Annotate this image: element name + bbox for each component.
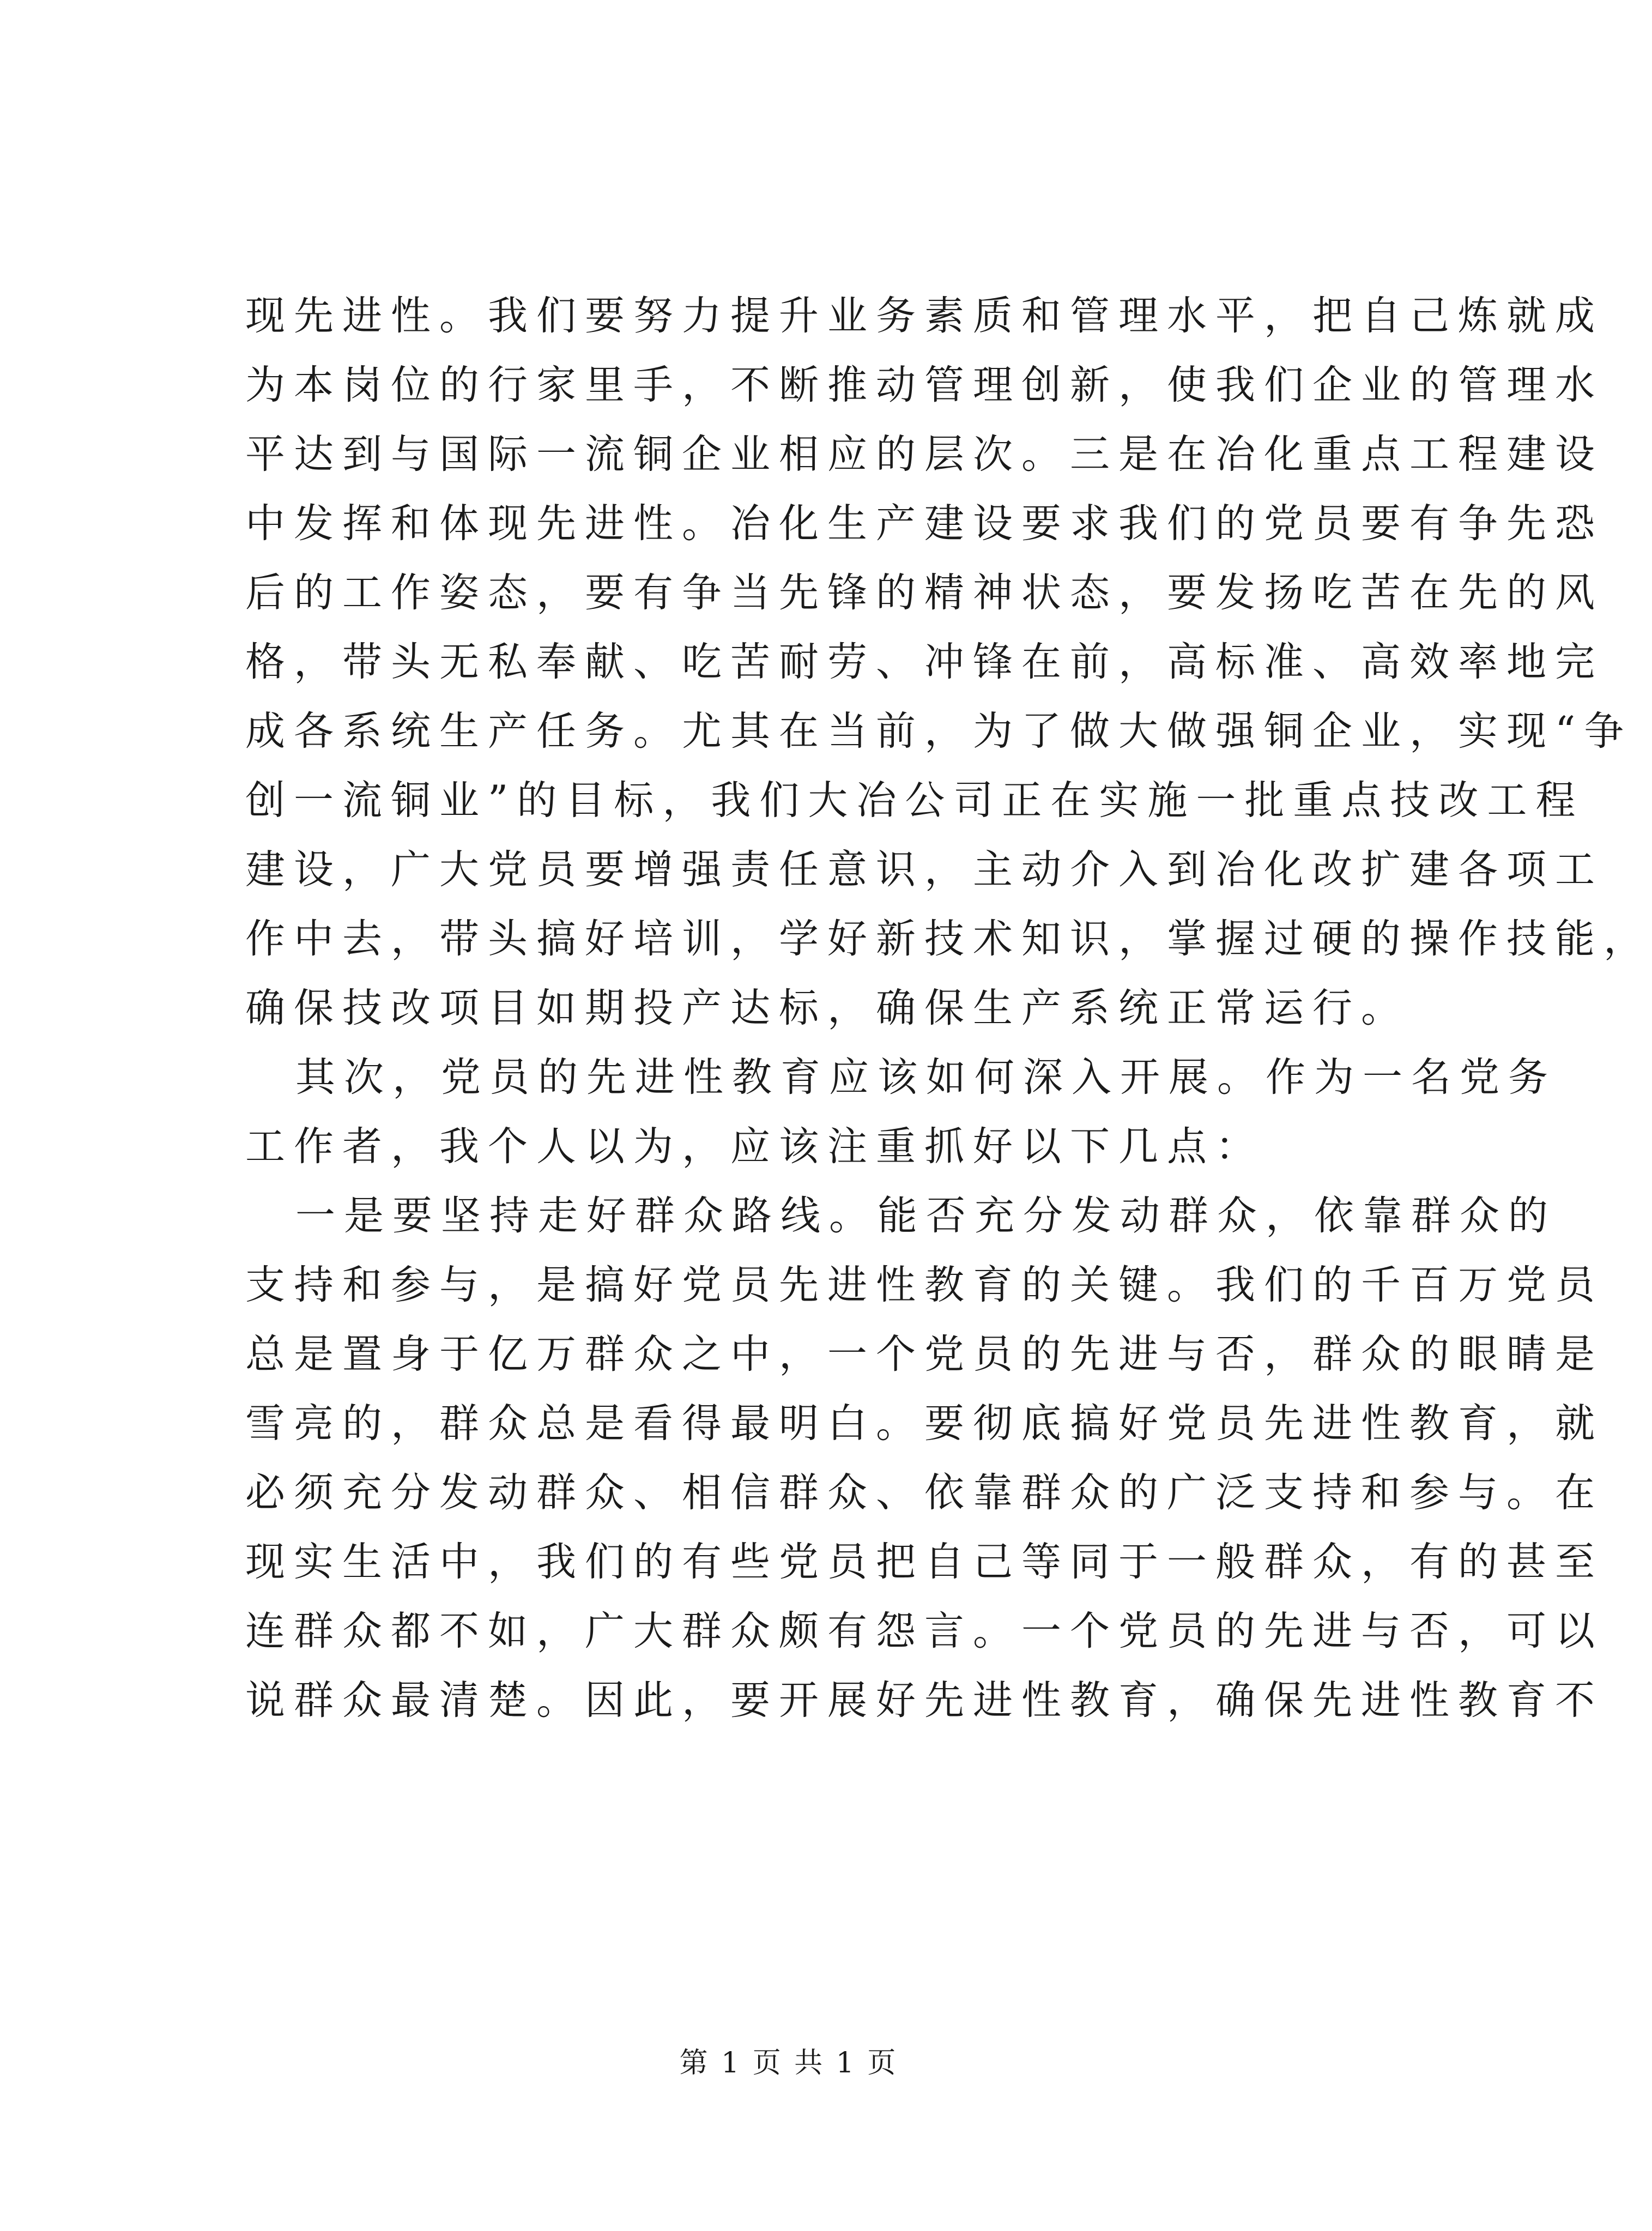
text-line-7: 成各系统生产任务。尤其在当前，为了做大做强铜企业，实现“争 — [245, 708, 1633, 754]
text-line-4: 中发挥和体现先进性。冶化生产建设要求我们的党员要有争先恐 — [245, 500, 1603, 547]
text-line-17: 雪亮的，群众总是看得最明白。要彻底搞好党员先进性教育，就 — [245, 1400, 1603, 1447]
text-line-1: 现先进性。我们要努力提升业务素质和管理水平，把自己炼就成 — [245, 293, 1603, 339]
text-line-20: 连群众都不如，广大群众颇有怨言。一个党员的先进与否，可以 — [245, 1608, 1603, 1654]
text-line-19: 现实生活中，我们的有些党员把自己等同于一般群众，有的甚至 — [245, 1539, 1603, 1585]
page-footer: 第 1 页 共 1 页 — [679, 2047, 898, 2079]
text-line-18: 必须充分发动群众、相信群众、依靠群众的广泛支持和参与。在 — [245, 1470, 1603, 1516]
text-line-9: 建设，广大党员要增强责任意识，主动介入到冶化改扩建各项工 — [245, 847, 1603, 893]
text-line-3: 平达到与国际一流铜企业相应的层次。三是在冶化重点工程建设 — [245, 431, 1603, 477]
text-line-5: 后的工作姿态，要有争当先锋的精神状态，要发扬吃苦在先的风 — [245, 570, 1603, 616]
text-line-16: 总是置身于亿万群众之中，一个党员的先进与否，群众的眼睛是 — [245, 1331, 1603, 1377]
text-line-21: 说群众最清楚。因此，要开展好先进性教育，确保先进性教育不 — [245, 1677, 1603, 1724]
text-line-15: 支持和参与，是搞好党员先进性教育的关键。我们的千百万党员 — [245, 1262, 1603, 1308]
text-line-8: 创一流铜业”的目标，我们大冶公司正在实施一批重点技改工程 — [245, 777, 1584, 824]
text-line-2: 为本岗位的行家里手，不断推动管理创新，使我们企业的管理水 — [245, 362, 1603, 408]
text-line-12: 其次，党员的先进性教育应该如何深入开展。作为一名党务 — [295, 1054, 1557, 1101]
text-line-13: 工作者，我个人以为，应该注重抓好以下几点： — [245, 1123, 1264, 1170]
text-line-14: 一是要坚持走好群众路线。能否充分发动群众，依靠群众的 — [295, 1193, 1557, 1239]
text-line-11: 确保技改项目如期投产达标，确保生产系统正常运行。 — [245, 985, 1409, 1031]
text-line-10: 作中去，带头搞好培训，学好新技术知识，掌握过硬的操作技能， — [245, 916, 1652, 962]
text-line-6: 格，带头无私奉献、吃苦耐劳、冲锋在前，高标准、高效率地完 — [245, 639, 1603, 685]
